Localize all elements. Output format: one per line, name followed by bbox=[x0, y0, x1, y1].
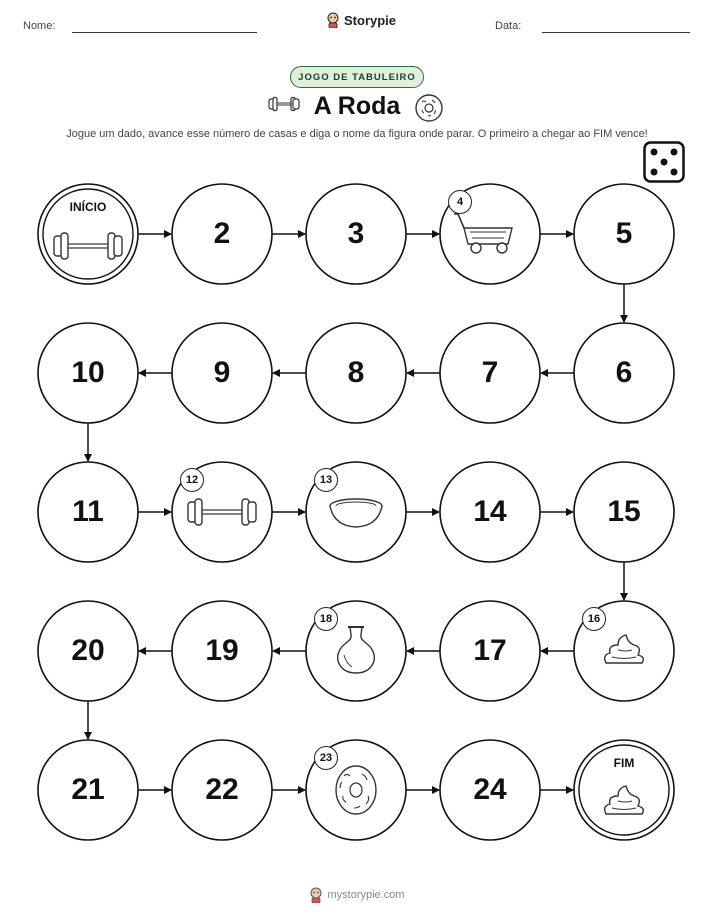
footer-url: mystorypie.com bbox=[327, 889, 405, 901]
game-type-badge: JOGO DE TABULEIRO bbox=[290, 66, 424, 88]
space-number: 24 bbox=[473, 773, 507, 806]
start-label: INÍCIO bbox=[69, 200, 107, 214]
board-space-25 bbox=[574, 740, 674, 840]
space-number: 15 bbox=[607, 495, 641, 528]
space-number-badge: 12 bbox=[180, 468, 204, 492]
space-number: 22 bbox=[205, 773, 239, 806]
name-label: Nome: bbox=[23, 20, 56, 32]
space-number: 17 bbox=[473, 634, 507, 667]
space-number: 19 bbox=[205, 634, 239, 667]
end-label: FIM bbox=[613, 756, 635, 770]
space-number: 7 bbox=[481, 356, 499, 389]
space-number: 3 bbox=[347, 217, 365, 250]
space-number: 11 bbox=[72, 495, 104, 528]
space-circle bbox=[38, 184, 138, 284]
space-number: 9 bbox=[213, 356, 231, 389]
brand-name: Storypie bbox=[344, 12, 397, 28]
space-number: 20 bbox=[71, 634, 105, 667]
instructions: Jogue um dado, avance esse número de casas e diga o nome da figura onde parar. O primeiro a chegar ao FIM vence! bbox=[66, 128, 648, 140]
space-number: 2 bbox=[213, 217, 231, 250]
space-number-badge: 4 bbox=[448, 190, 472, 214]
footer bbox=[0, 887, 714, 903]
space-number: 10 bbox=[71, 356, 105, 389]
mascot-icon bbox=[309, 887, 323, 903]
space-number: 8 bbox=[347, 356, 365, 389]
donut-icon bbox=[336, 766, 376, 814]
page-title: A Roda bbox=[313, 92, 401, 120]
space-number-badge: 23 bbox=[314, 746, 338, 770]
space-number: 21 bbox=[71, 773, 105, 806]
space-number: 6 bbox=[615, 356, 633, 389]
space-number-badge: 13 bbox=[314, 468, 338, 492]
board-space-1 bbox=[38, 184, 138, 284]
space-number: 14 bbox=[473, 495, 507, 528]
space-number: 5 bbox=[615, 217, 633, 250]
space-number-badge: 16 bbox=[582, 607, 606, 631]
date-label: Data: bbox=[495, 20, 522, 32]
space-number-badge: 18 bbox=[314, 607, 338, 631]
